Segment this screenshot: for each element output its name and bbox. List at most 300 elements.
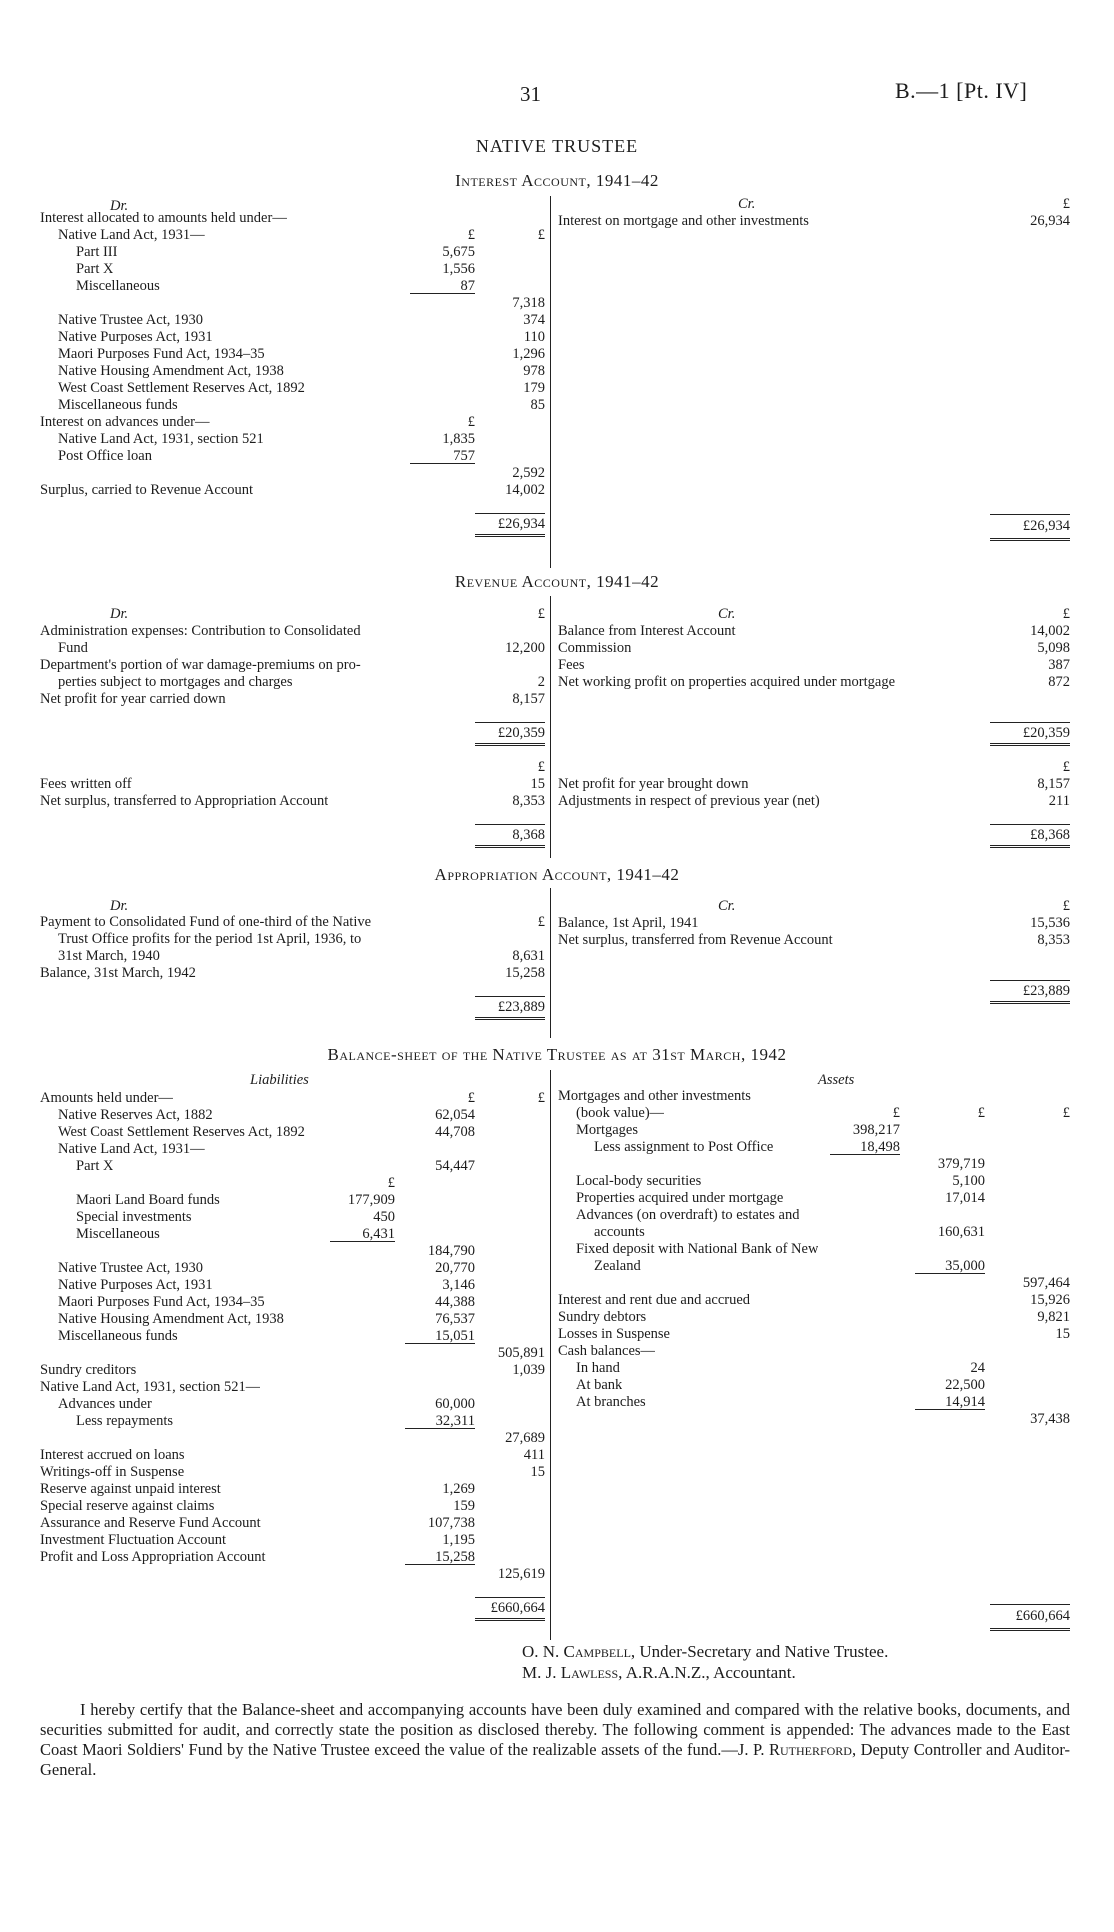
ledger-amount: 44,388: [435, 1294, 475, 1310]
ledger-row: [40, 1124, 545, 1141]
ledger-row: [40, 1447, 545, 1464]
ledger-row-label: Administration expenses: Contribution to Consolidated: [40, 623, 361, 639]
ledger-amount: 597,464: [1022, 1275, 1070, 1291]
ledger-row-label: Fees: [558, 657, 585, 673]
ledger-row: [558, 1411, 1070, 1428]
ledger-row-label: Mortgages and other investments: [558, 1088, 751, 1104]
ledger-row-label: Payment to Consolidated Fund of one-third of the Native: [40, 914, 372, 930]
ledger-row-label: Net surplus, transferred from Revenue Account: [558, 932, 833, 948]
ledger-row-label: At bank: [576, 1377, 623, 1393]
ledger-row: [40, 999, 545, 1016]
ledger-row-label: Special investments: [76, 1209, 192, 1225]
ledger-row-label: Adjustments in respect of previous year (net): [558, 793, 820, 809]
signatory-role: , Under-Secretary and Native Trustee.: [630, 1642, 889, 1661]
ledger-amount: 15,536: [1030, 915, 1070, 931]
ledger-row-label: Net profit for year brought down: [558, 776, 749, 792]
ledger-amount: 14,002: [1030, 623, 1070, 639]
ledger-amount: £: [1062, 1105, 1070, 1121]
ledger-amount: 54,447: [435, 1158, 475, 1174]
ledger-amount: 3,146: [442, 1277, 475, 1293]
ledger-row-label: Less repayments: [76, 1413, 174, 1429]
ledger-amount: 1,039: [512, 1362, 545, 1378]
ledger-row: [558, 776, 1070, 793]
ledger-amount: £: [537, 914, 545, 930]
ledger-row-label: Native Purposes Act, 1931: [58, 329, 213, 345]
ledger-amount: £: [1062, 196, 1070, 212]
ledger-row: [40, 827, 545, 844]
audit-certificate: [40, 1700, 1070, 1780]
ledger-amount: 125,619: [497, 1566, 545, 1582]
ledger-row: [40, 397, 545, 414]
ledger-row: [40, 931, 545, 948]
ledger-row: [40, 295, 545, 312]
ledger-row: [40, 965, 545, 982]
ledger-row-label: Part III: [76, 244, 118, 260]
ledger-row: [40, 210, 545, 227]
ledger-row-label: Miscellaneous funds: [58, 397, 178, 413]
ledger-amount: 14,002: [505, 482, 545, 498]
ledger-amount: 2: [537, 674, 545, 690]
ledger-amount: £660,664: [490, 1600, 545, 1616]
ledger-amount: 62,054: [435, 1107, 475, 1123]
ledger-row: [558, 932, 1070, 949]
cr-label: Cr.: [718, 606, 736, 622]
ledger-row: [558, 1360, 1070, 1377]
ledger-row: [40, 1260, 545, 1277]
ledger-row-label: Native Land Act, 1931, section 521: [58, 431, 264, 447]
ledger-amount: 398,217: [852, 1122, 900, 1138]
document-reference: B.—1 [Pt. IV]: [895, 78, 1028, 103]
ledger-row: [558, 759, 1070, 776]
ledger-row: [40, 1175, 545, 1192]
ledger-amount: £: [467, 227, 475, 243]
interest-credit-total: £26,934: [1022, 518, 1070, 534]
ledger-amount: 374: [523, 312, 545, 328]
ledger-row: [40, 1090, 545, 1107]
ledger-row: [40, 948, 545, 965]
ledger-row: [558, 915, 1070, 932]
ledger-row: [558, 640, 1070, 657]
ledger-amount: 450: [373, 1209, 395, 1225]
ledger-row: [40, 363, 545, 380]
ledger-amount: 60,000: [435, 1396, 475, 1412]
ledger-amount: 5,675: [442, 244, 475, 260]
ledger-row: [40, 329, 545, 346]
ledger-amount: 411: [523, 1447, 545, 1463]
ledger-row: [40, 1396, 545, 1413]
ledger-amount: £: [467, 414, 475, 430]
ledger-row: [40, 1600, 545, 1617]
ledger-row-label: Native Housing Amendment Act, 1938: [58, 1311, 284, 1327]
ledger-row: [558, 1309, 1070, 1326]
ledger-row-label: In hand: [576, 1360, 620, 1376]
ledger-row: [40, 1294, 545, 1311]
ledger-amount: 32,311: [435, 1413, 475, 1429]
ledger-row-label: Maori Land Board funds: [76, 1192, 220, 1208]
ledger-row: [558, 1377, 1070, 1394]
ledger-amount: 978: [523, 363, 545, 379]
ledger-row-label: Net profit for year carried down: [40, 691, 226, 707]
ledger-row: [558, 1156, 1070, 1173]
ledger-row: [558, 725, 1070, 742]
ledger-row-label: Interest on mortgage and other investments: [558, 213, 809, 229]
ledger-amount: 872: [1048, 674, 1070, 690]
ledger-amount: 18,498: [860, 1139, 900, 1155]
ledger-row-label: Balance, 1st April, 1941: [558, 915, 699, 931]
cr-label: Cr.: [718, 898, 736, 914]
assets-total: £660,664: [1015, 1608, 1070, 1624]
ledger-amount: 107,738: [427, 1515, 475, 1531]
ledger-amount: 6,431: [362, 1226, 395, 1242]
ledger-row-label: Losses in Suspense: [558, 1326, 670, 1342]
ledger-row: [40, 1515, 545, 1532]
ledger-row-label: At branches: [576, 1394, 646, 1410]
ledger-row-label: Miscellaneous: [76, 278, 160, 294]
ledger-amount: £: [387, 1175, 395, 1191]
ledger-amount: 85: [530, 397, 545, 413]
ledger-row: [40, 674, 545, 691]
balance-sheet-title: Balance-sheet of the Native Trustee as at 31st March, 1942: [327, 1045, 787, 1064]
appropriation-account: [40, 888, 1070, 1038]
ledger-row-label: Net working profit on properties acquired under mortgage: [558, 674, 896, 690]
page-title: NATIVE TRUSTEE: [475, 136, 639, 156]
ledger-row: [558, 196, 1070, 213]
interest-debit-side: [40, 198, 545, 533]
page-number: 31: [520, 82, 541, 106]
ledger-row: [40, 1226, 545, 1243]
ledger-row: [40, 606, 545, 623]
ledger-row-label: Surplus, carried to Revenue Account: [40, 482, 254, 498]
ledger-row: [40, 810, 545, 827]
certificate-text: I hereby certify that the Balance-sheet and accompanying accounts have been duly examined and compared with the relative books, documents, and securities submitted for audit, and correctly state the position as disclosed thereby. The following comment is appended: The advances made to the East Coast Maori Soldiers' Fund by the Native Trustee exceed the value of the realizable assets of the fund.—: [40, 1700, 1070, 1759]
ledger-row: [40, 640, 545, 657]
ledger-row-label: West Coast Settlement Reserves Act, 1892: [58, 1124, 305, 1140]
ledger-amount: 8,353: [1037, 932, 1070, 948]
ledger-row: [40, 1243, 545, 1260]
ledger-row-label: (book value)—: [576, 1105, 665, 1121]
ledger-row-label: Part X: [76, 261, 114, 277]
ledger-amount: 757: [453, 448, 475, 464]
ledger-amount: £: [537, 1090, 545, 1106]
ledger-row-label: Investment Fluctuation Account: [40, 1532, 227, 1548]
ledger-row: [558, 606, 1070, 623]
ledger-row: [40, 244, 545, 261]
signatory-name: O. N. Campbell: [522, 1642, 631, 1661]
ledger-amount: 1,296: [512, 346, 545, 362]
ledger-row-label: Advances under: [58, 1396, 152, 1412]
revenue-account-title: Revenue Account, 1941–42: [454, 572, 660, 591]
ledger-row: [40, 1566, 545, 1583]
ledger-row: [40, 742, 545, 759]
ledger-row-label: Trust Office profits for the period 1st April, 1936, to: [58, 931, 362, 947]
ledger-row: [40, 691, 545, 708]
ledger-amount: 8,353: [512, 793, 545, 809]
ledger-row: [40, 725, 545, 742]
ledger-row-label: Native Trustee Act, 1930: [58, 312, 203, 328]
auditor-name: J. P. Rutherford: [737, 1740, 852, 1759]
liabilities-header: Liabilities: [250, 1072, 309, 1088]
ledger-amount: £26,934: [497, 516, 545, 532]
ledger-amount: 8,157: [1037, 776, 1070, 792]
dr-label: Dr.: [110, 898, 129, 914]
balance-sheet: [40, 1070, 1070, 1640]
ledger-row-label: Native Land Act, 1931—: [58, 227, 205, 243]
ledger-row-label: Less assignment to Post Office: [594, 1139, 774, 1155]
ledger-row: [40, 414, 545, 431]
ledger-row-label: Native Purposes Act, 1931: [58, 1277, 213, 1293]
ledger-amount: £: [1062, 606, 1070, 622]
cr-label: Cr.: [738, 196, 756, 212]
ledger-row-label: Part X: [76, 1158, 114, 1174]
ledger-amount: 505,891: [497, 1345, 545, 1361]
ledger-row-label: Native Reserves Act, 1882: [58, 1107, 213, 1123]
ledger-amount: 1,556: [442, 261, 475, 277]
interest-account: [40, 196, 1070, 568]
ledger-row: [40, 776, 545, 793]
ledger-amount: 184,790: [427, 1243, 475, 1259]
ledger-row: [558, 949, 1070, 966]
dr-label: Dr.: [110, 606, 129, 622]
ledger-amount: 35,000: [945, 1258, 985, 1274]
ledger-amount: 17,014: [945, 1190, 985, 1206]
ledger-row: [558, 1207, 1070, 1224]
ledger-row-label: West Coast Settlement Reserves Act, 1892: [58, 380, 305, 396]
ledger-amount: 15: [530, 776, 545, 792]
ledger-amount: 14,914: [945, 1394, 985, 1410]
ledger-amount: 15: [530, 1464, 545, 1480]
ledger-row: [40, 1192, 545, 1209]
ledger-row-label: Reserve against unpaid interest: [40, 1481, 221, 1497]
ledger-amount: 27,689: [505, 1430, 545, 1446]
ledger-amount: 76,537: [435, 1311, 475, 1327]
ledger-row-label: Assurance and Reserve Fund Account: [40, 1515, 261, 1531]
ledger-amount: 15,926: [1030, 1292, 1070, 1308]
ledger-row: [40, 1362, 545, 1379]
ledger-row: [558, 1326, 1070, 1343]
ledger-amount: £20,359: [1022, 725, 1070, 741]
ledger-row: [558, 898, 1070, 915]
interest-credit-side: [558, 196, 1070, 534]
ledger-row-label: Sundry debtors: [558, 1309, 647, 1325]
ledger-row: [40, 1481, 545, 1498]
ledger-row: [40, 759, 545, 776]
ledger-row: [558, 1241, 1070, 1258]
ledger-row-label: Native Housing Amendment Act, 1938: [58, 363, 284, 379]
ledger-row-label: Fixed deposit with National Bank of New: [576, 1241, 819, 1257]
ledger-row-label: Mortgages: [576, 1122, 639, 1138]
ledger-row: [40, 793, 545, 810]
ledger-row-label: Fund: [58, 640, 88, 656]
ledger-row: [40, 1430, 545, 1447]
ledger-row: [558, 1224, 1070, 1241]
ledger-amount: 1,835: [442, 431, 475, 447]
ledger-row-label: Balance from Interest Account: [558, 623, 736, 639]
ledger-amount: 15: [1055, 1326, 1070, 1342]
ledger-amount: £: [467, 1090, 475, 1106]
ledger-amount: 24: [970, 1360, 985, 1376]
ledger-row: [558, 691, 1070, 708]
revenue-credit-side: [558, 606, 1070, 844]
ledger-amount: £: [537, 606, 545, 622]
ledger-row-label: Zealand: [594, 1258, 641, 1274]
ledger-row-label: Profit and Loss Appropriation Account: [40, 1549, 266, 1565]
ledger-row: [40, 312, 545, 329]
ledger-row-label: Maori Purposes Fund Act, 1934–35: [58, 1294, 265, 1310]
ledger-row-label: Special reserve against claims: [40, 1498, 215, 1514]
assets-header: Assets: [818, 1072, 855, 1088]
ledger-row-label: Properties acquired under mortgage: [576, 1190, 784, 1206]
ledger-amount: 1,269: [442, 1481, 475, 1497]
ledger-amount: 26,934: [1030, 213, 1070, 229]
ledger-row: [40, 1464, 545, 1481]
ledger-amount: 20,770: [435, 1260, 475, 1276]
ledger-row: [40, 1583, 545, 1600]
ledger-row: [558, 623, 1070, 640]
ledger-amount: 387: [1048, 657, 1070, 673]
ledger-row: [558, 1292, 1070, 1309]
ledger-amount: 9,821: [1037, 1309, 1070, 1325]
auditor-role: , Deputy Controller and Auditor-General.: [40, 1740, 1070, 1779]
ledger-row-label: Balance, 31st March, 1942: [40, 965, 196, 981]
ledger-row: [558, 983, 1070, 1000]
ledger-row-label: Net surplus, transferred to Appropriation Account: [40, 793, 329, 809]
ledger-amount: £23,889: [497, 999, 545, 1015]
ledger-amount: 37,438: [1030, 1411, 1070, 1427]
ledger-row: [558, 1275, 1070, 1292]
appropriation-credit-side: [558, 898, 1070, 1000]
ledger-row: [40, 1345, 545, 1362]
ledger-row-label: Fees written off: [40, 776, 132, 792]
ledger-amount: £: [1062, 898, 1070, 914]
ledger-amount: 379,719: [937, 1156, 985, 1172]
ledger-amount: £: [537, 227, 545, 243]
ledger-row: [40, 1141, 545, 1158]
ledger-row-label: Advances (on overdraft) to estates and: [576, 1207, 800, 1223]
ledger-row: [40, 465, 545, 482]
ledger-amount: 8,368: [512, 827, 545, 843]
ledger-row: [40, 346, 545, 363]
ledger-amount: 2,592: [512, 465, 545, 481]
signature-accountant: [522, 1664, 796, 1681]
ledger-row-label: Department's portion of war damage-premiums on pro-: [40, 657, 361, 673]
ledger-amount: 12,200: [505, 640, 545, 656]
ledger-row: [40, 657, 545, 674]
ledger-row: [558, 657, 1070, 674]
ledger-row-label: Maori Purposes Fund Act, 1934–35: [58, 346, 265, 362]
appropriation-account-title: Appropriation Account, 1941–42: [434, 865, 680, 884]
assets-side: [558, 1072, 1070, 1624]
ledger-amount: £23,889: [1022, 983, 1070, 999]
ledger-amount: 15,051: [435, 1328, 475, 1344]
ledger-row: [40, 982, 545, 999]
ledger-amount: 179: [523, 380, 545, 396]
ledger-row: [558, 1173, 1070, 1190]
signatory-role: , A.R.A.N.Z., Accountant.: [618, 1663, 796, 1682]
ledger-row: [40, 1277, 545, 1294]
ledger-row-label: Interest on advances under—: [40, 414, 210, 430]
ledger-row: [558, 1343, 1070, 1360]
ledger-row-label: Miscellaneous funds: [58, 1328, 178, 1344]
ledger-row: [40, 914, 545, 931]
ledger-row-label: Post Office loan: [58, 448, 152, 464]
ledger-row-label: Amounts held under—: [40, 1090, 173, 1106]
ledger-row-label: Writings-off in Suspense: [40, 1464, 185, 1480]
ledger-amount: 177,909: [347, 1192, 395, 1208]
ledger-row-label: Interest accrued on loans: [40, 1447, 185, 1463]
ledger-row-label: accounts: [594, 1224, 645, 1240]
ledger-row: [40, 1311, 545, 1328]
ledger-row: [558, 1139, 1070, 1156]
interest-account-title: Interest Account, 1941–42: [455, 171, 659, 190]
ledger-row-label: Sundry creditors: [40, 1362, 137, 1378]
ledger-row: [40, 1107, 545, 1124]
ledger-amount: £8,368: [1030, 827, 1070, 843]
ledger-row-label: Interest and rent due and accrued: [558, 1292, 751, 1308]
ledger-amount: 5,100: [952, 1173, 985, 1189]
ledger-row: [40, 516, 545, 533]
ledger-row: [558, 1190, 1070, 1207]
ledger-row: [40, 1158, 545, 1175]
ledger-row-label: Commission: [558, 640, 632, 656]
ledger-amount: 8,157: [512, 691, 545, 707]
ledger-row: [40, 380, 545, 397]
revenue-debit-side: [40, 606, 545, 844]
ledger-row: [558, 742, 1070, 759]
ledger-row-label: Cash balances—: [558, 1343, 656, 1359]
ledger-row-label: Native Land Act, 1931—: [58, 1141, 205, 1157]
signature-trustee: [522, 1643, 888, 1660]
ledger-row: [558, 1105, 1070, 1122]
ledger-row: [558, 674, 1070, 691]
ledger-row: [558, 793, 1070, 810]
ledger-amount: 44,708: [435, 1124, 475, 1140]
ledger-amount: 160,631: [937, 1224, 985, 1240]
ledger-amount: 159: [453, 1498, 475, 1514]
ledger-row-label: Miscellaneous: [76, 1226, 160, 1242]
ledger-row-label: 31st March, 1940: [58, 948, 160, 964]
ledger-row-label: Local-body securities: [576, 1173, 702, 1189]
ledger-row-label: Native Land Act, 1931, section 521—: [40, 1379, 261, 1395]
ledger-row: [558, 827, 1070, 844]
ledger-row: [40, 431, 545, 448]
dr-label: Dr.: [110, 198, 129, 214]
revenue-account: [40, 596, 1070, 858]
ledger-row: [40, 1209, 545, 1226]
signatory-name: M. J. Lawless: [522, 1663, 619, 1682]
ledger-amount: £: [1062, 759, 1070, 775]
ledger-row: [40, 1379, 545, 1396]
appropriation-debit-side: [40, 898, 545, 1016]
ledger-amount: 22,500: [945, 1377, 985, 1393]
ledger-amount: £20,359: [497, 725, 545, 741]
ledger-amount: 211: [1048, 793, 1070, 809]
ledger-amount: 15,258: [435, 1549, 475, 1565]
ledger-amount: 7,318: [512, 295, 545, 311]
ledger-row: [40, 708, 545, 725]
ledger-row: [40, 499, 545, 516]
ledger-row: [40, 261, 545, 278]
ledger-amount: 15,258: [505, 965, 545, 981]
ledger-amount: £: [537, 759, 545, 775]
ledger-amount: £: [977, 1105, 985, 1121]
ledger-row: [558, 1088, 1070, 1105]
ledger-amount: 87: [460, 278, 475, 294]
liabilities-side: [40, 1072, 545, 1617]
ledger-row-label: perties subject to mortgages and charges: [58, 674, 293, 690]
ledger-row: [40, 1532, 545, 1549]
ledger-row-label: Interest allocated to amounts held under—: [40, 210, 287, 226]
ledger-amount: 5,098: [1037, 640, 1070, 656]
